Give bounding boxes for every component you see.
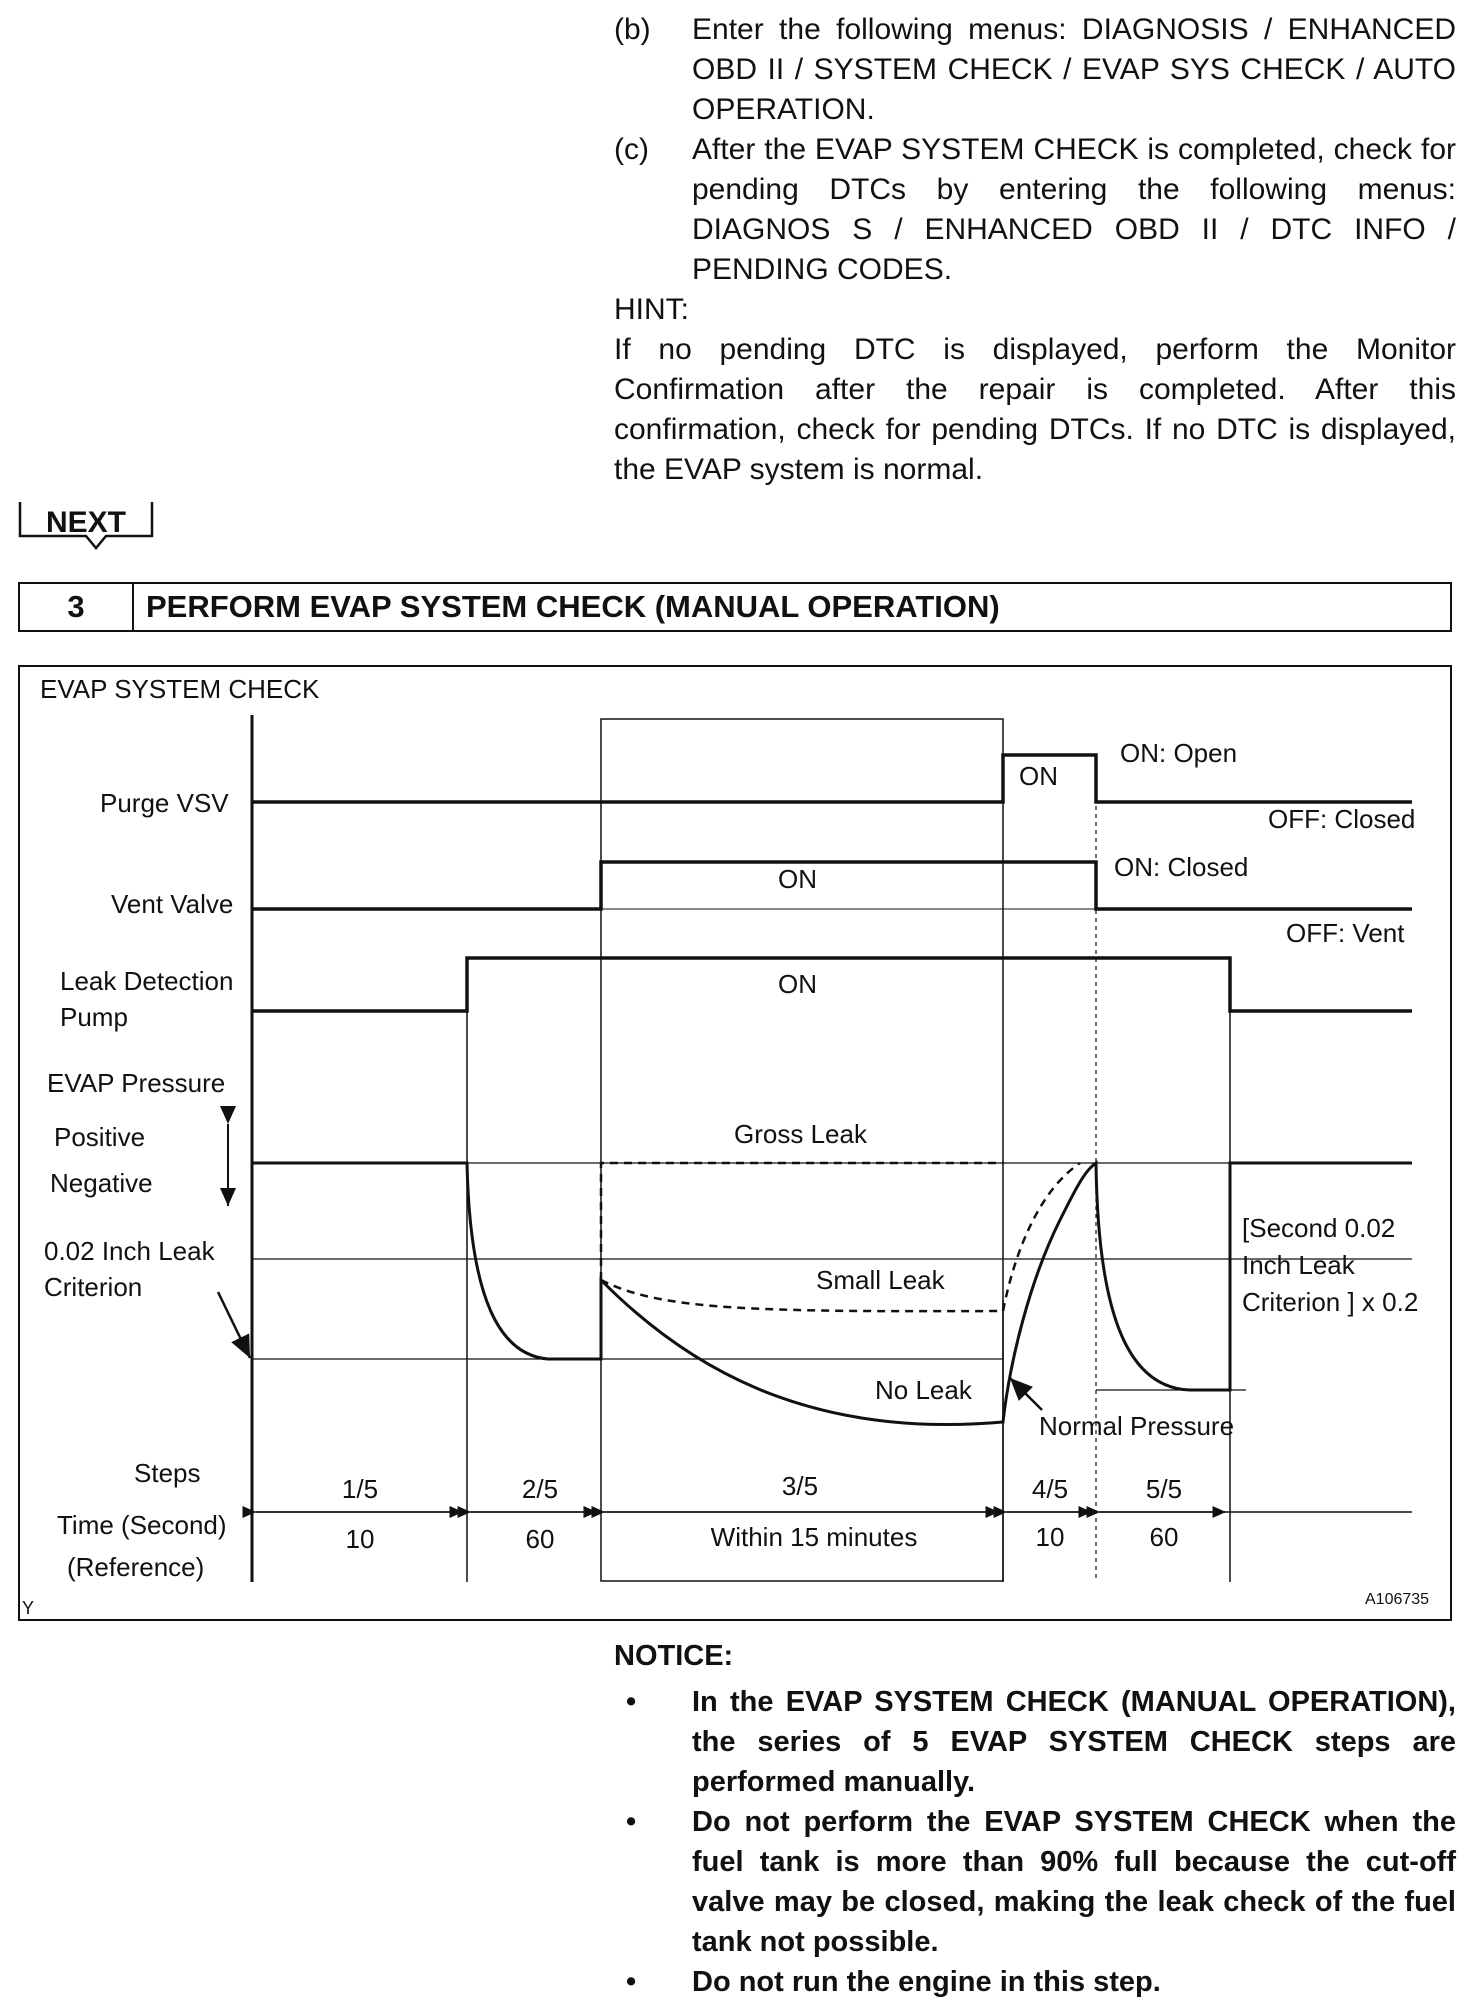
normal-pressure-arrow — [1010, 1378, 1042, 1410]
criterion-label-line1: 0.02 Inch Leak — [44, 1236, 215, 1266]
vent-valve-label: Vent Valve — [111, 889, 234, 919]
time-value: 60 — [1149, 1522, 1179, 1552]
gross-leak-curve — [601, 1163, 1003, 1280]
procedure-step-b — [614, 10, 1456, 130]
notice-item — [614, 1802, 1456, 1962]
vent-on-label: ON — [778, 864, 817, 894]
vent-on-closed-label: ON: Closed — [1114, 852, 1249, 882]
evap-pressure-label: EVAP Pressure — [47, 1068, 226, 1098]
step-text: After the EVAP SYSTEM CHECK is completed, check for pending DTCs by entering the following menus: DIAGNOS S / ENHANCED OBD II / DTC INFO / PENDING CODES. — [692, 133, 1456, 286]
bullet: • — [626, 1686, 637, 1718]
section-number: 3 — [20, 584, 134, 630]
step-value: 5/5 — [1145, 1474, 1183, 1504]
normal-pressure-label: Normal Pressure — [1039, 1411, 1235, 1441]
figure-title: EVAP SYSTEM CHECK — [40, 674, 320, 704]
time-value: 10 — [345, 1524, 375, 1554]
return-curve — [1003, 1163, 1080, 1311]
evap-timing-diagram — [18, 665, 1452, 1621]
notice-text: In the EVAP SYSTEM CHECK (MANUAL OPERATION), the series of 5 EVAP SYSTEM CHECK steps are performed manually. — [692, 1686, 1456, 1798]
pump-label-line2: Pump — [60, 1002, 128, 1032]
criterion-pointer-arrow — [218, 1292, 250, 1358]
step-value: 1/5 — [341, 1474, 379, 1504]
time-value: Within 15 minutes — [710, 1522, 918, 1552]
hint-text: If no pending DTC is displayed, perform the Monitor Confirmation after the repair is completed. After this confirmation, check for pending DTCs. If no DTC is displayed, the EVAP system is normal. — [614, 333, 1456, 486]
time-value: 60 — [525, 1524, 555, 1554]
criterion-label-line2: Criterion — [44, 1272, 143, 1302]
purge-off-closed-label: OFF: Closed — [1268, 804, 1416, 834]
time-label: Time (Second) — [57, 1510, 227, 1540]
next-button[interactable] — [18, 500, 154, 548]
purge-on-label: ON — [1019, 761, 1058, 791]
vent-off-label: OFF: Vent — [1286, 918, 1405, 948]
step-value: 3/5 — [781, 1471, 819, 1501]
step-3-frame — [601, 719, 1003, 1581]
step-value: 4/5 — [1031, 1474, 1069, 1504]
step-value: 2/5 — [521, 1474, 559, 1504]
section-header — [18, 582, 1452, 632]
reference-label: (Reference) — [67, 1552, 205, 1582]
purge-on-open-label: ON: Open — [1120, 738, 1238, 768]
figure-corner-mark: Y — [22, 1598, 35, 1618]
purge-vsv-label: Purge VSV — [100, 788, 229, 818]
second-criterion-line1: [Second 0.02 — [1242, 1213, 1396, 1243]
no-leak-label: No Leak — [875, 1375, 972, 1405]
next-button-label: NEXT — [45, 506, 126, 539]
gross-leak-label: Gross Leak — [734, 1119, 867, 1149]
time-value: 10 — [1035, 1522, 1065, 1552]
bullet: • — [626, 1966, 637, 1998]
step-label: (b) — [614, 13, 651, 46]
step-label: (c) — [614, 133, 649, 166]
notice-item — [614, 1682, 1456, 1802]
small-leak-label: Small Leak — [816, 1265, 945, 1295]
figure-code: A106735 — [1365, 1591, 1430, 1608]
notice-title: NOTICE: — [614, 1640, 734, 1672]
steps-label: Steps — [134, 1458, 201, 1488]
hint-title: HINT: — [614, 293, 689, 326]
notice-item — [614, 1962, 1456, 2002]
step-text: Enter the following menus: DIAGNOSIS / ENHANCED OBD II / SYSTEM CHECK / EVAP SYS CHECK / AUTO OPERATION. — [692, 13, 1456, 126]
notice-text: Do not run the engine in this step. — [692, 1966, 1161, 1998]
second-criterion-line3: Criterion ] x 0.2 — [1242, 1287, 1419, 1317]
pump-label-line1: Leak Detection — [60, 966, 234, 996]
purge-vsv-waveform — [252, 755, 1412, 802]
second-criterion-line2: Inch Leak — [1242, 1250, 1355, 1280]
notice-text: Do not perform the EVAP SYSTEM CHECK when the fuel tank is more than 90% full because the cut-off valve may be closed, making the leak check of the fuel tank not possible. — [692, 1806, 1456, 1958]
negative-label: Negative — [50, 1168, 153, 1198]
pump-on-label: ON — [778, 969, 817, 999]
bullet: • — [626, 1806, 637, 1838]
pump-waveform — [252, 958, 1412, 1011]
procedure-step-c — [614, 130, 1456, 290]
positive-label: Positive — [54, 1122, 146, 1152]
section-title: PERFORM EVAP SYSTEM CHECK (MANUAL OPERATION) — [146, 589, 1000, 624]
